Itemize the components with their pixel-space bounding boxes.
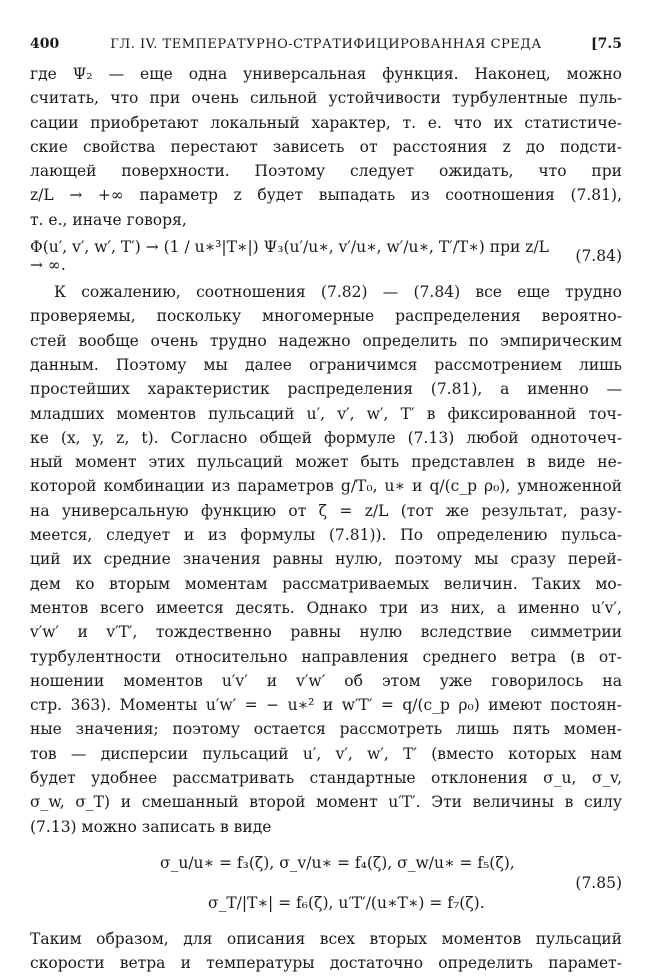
text-line: будет удобнее рассматривать стандартные отклонения σ_u, σ_v, — [30, 769, 622, 788]
text-line: т. е., иначе говоря, — [30, 210, 187, 229]
text-line: считать, что при очень сильной устойчивости турбулентные пуль- — [30, 89, 622, 108]
equation-7-84 — [30, 232, 622, 280]
text-line: скорости ветра и температуры достаточно определить парамет- — [30, 954, 622, 973]
text-line: ций их средние значения равны нулю, поэтому мы сразу перей- — [30, 550, 622, 569]
text-line: Таким образом, для описания всех вторых моментов пульсаций — [30, 929, 622, 948]
text-line: σ_w, σ_T) и смешанный второй момент u′T′. Эти величины в силу — [30, 793, 622, 812]
text-line: где Ψ₂ — еще одна универсальная функция. Наконец, можно — [30, 65, 622, 83]
text-line: на универсальную функцию от ζ = z/L (тот же результат, разу- — [30, 501, 622, 520]
text-line: К сожалению, соотношения (7.82) — (7.84) все еще трудно — [54, 283, 622, 302]
text-line: стей вообще очень трудно надежно определить по эмпирическим — [30, 331, 622, 350]
equation-number: (7.85) — [575, 873, 622, 892]
equation-number: (7.84) — [575, 247, 622, 266]
text-line: данным. Поэтому мы далее ограничимся рассмотрением лишь — [30, 355, 622, 374]
text-line: которой комбинации из параметров g/T₀, u∗ и q/(c_p ρ₀), умноженной — [30, 477, 622, 496]
text-line: проверяемы, поскольку многомерные распределения вероятно- — [30, 307, 622, 326]
text-line: меется, следует и из формулы (7.81)). По определению пульса- — [30, 526, 622, 545]
text-line: z/L → +∞ параметр z будет выпадать из соотношения (7.81), — [30, 186, 622, 205]
page-number: 400 — [30, 36, 60, 52]
equation-7-85 — [30, 843, 622, 923]
text-line: ношении моментов u′v′ и v′w′ об этом уже говорилось на — [30, 671, 622, 690]
intro-paragraph — [30, 62, 622, 232]
text-line: ментов всего имеется десять. Однако три из них, а именно u′v′, — [30, 598, 622, 617]
text-line: ный момент этих пульсаций может быть представлен в виде не- — [30, 453, 622, 472]
text-line: тов — дисперсии пульсаций u′, v′, w′, T′ (вместо которых нам — [30, 744, 622, 763]
text-line: v′w′ и v′T′, тождественно равны нулю вследствие симметрии — [30, 623, 622, 642]
closing-paragraph — [30, 927, 622, 976]
chapter-title: ГЛ. IV. ТЕМПЕРАТУРНО-СТРАТИФИЦИРОВАННАЯ СРЕДА — [110, 37, 542, 52]
text-line: ские свойства перестают зависеть от расстояния z до подсти- — [30, 137, 622, 156]
text-line: стр. 363). Моменты u′w′ = − u∗² и w′T′ = q/(c_p ρ₀) имеют постоян- — [30, 696, 622, 715]
text-line: дем ко вторым моментам рассматриваемых величин. Таких мо- — [30, 574, 622, 593]
text-line: турбулентности относительно направления среднего ветра (в от- — [30, 647, 622, 666]
text-line: младших моментов пульсаций u′, v′, w′, T′ в фиксированной точ- — [30, 404, 622, 423]
text-line: простейших характеристик распределения (7.81), а именно — — [30, 380, 622, 399]
equation-body: Φ(u′, v′, w′, T′) → (1 / u∗³|T∗|) Ψ₃(u′/u∗, v′/u∗, w′/u∗, T′/T∗) при z/L → ∞. — [30, 238, 549, 275]
text-line: лающей поверхности. Поэтому следует ожидать, что при — [30, 162, 622, 181]
equation-row: σ_T/|T∗| = f₆(ζ), u′T′/(u∗T∗) = f₇(ζ). — [208, 893, 485, 912]
book-page — [30, 36, 622, 976]
text-line: сации приобретают локальный характер, т. е. что их статистиче- — [30, 113, 622, 132]
main-paragraph — [30, 280, 622, 839]
equation-row: σ_u/u∗ = f₃(ζ), σ_v/u∗ = f₄(ζ), σ_w/u∗ = f₅(ζ), — [160, 853, 515, 872]
text-line: ные значения; поэтому остается рассмотреть лишь пять момен- — [30, 720, 622, 739]
section-number: [7.5 — [591, 36, 622, 52]
running-header — [30, 36, 622, 62]
text-line: (7.13) можно записать в виде — [30, 817, 272, 836]
text-line: ке (x, y, z, t). Согласно общей формуле (7.13) любой одноточеч- — [30, 428, 622, 447]
